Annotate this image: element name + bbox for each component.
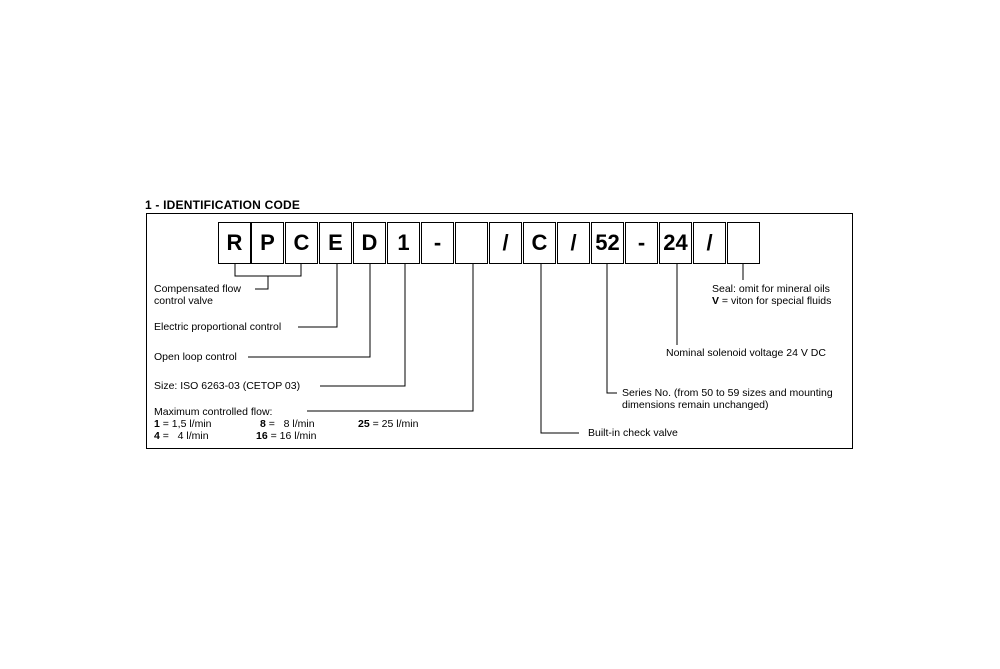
flow-code-4: 4 (154, 430, 160, 442)
flow-text-4: = 4 l/min (159, 430, 209, 442)
leader-check-valve (541, 264, 579, 433)
label-check-valve: Built-in check valve (588, 427, 678, 439)
code-box-check: C (523, 222, 556, 264)
flow-option-1 (154, 418, 212, 430)
flow-text-8: = 8 l/min (265, 418, 315, 430)
code-box-dash-1: - (421, 222, 454, 264)
code-box-slash-2: / (557, 222, 590, 264)
label-voltage: Nominal solenoid voltage 24 V DC (666, 347, 826, 359)
flow-text-1: = 1,5 l/min (159, 418, 212, 430)
code-box-series: 52 (591, 222, 624, 264)
seal-code-v: V (712, 295, 720, 307)
leader-size (320, 264, 405, 386)
label-series-2: dimensions remain unchanged) (622, 399, 769, 411)
section-title: 1 - IDENTIFICATION CODE (145, 198, 301, 212)
label-electric: Electric proportional control (154, 321, 282, 333)
code-box-c: C (285, 222, 318, 264)
flow-option-4 (154, 430, 209, 442)
label-size: Size: ISO 6263-03 (CETOP 03) (154, 380, 301, 392)
flow-code-16: 16 (256, 430, 268, 442)
flow-code-25: 25 (358, 418, 370, 430)
flow-code-1: 1 (154, 418, 160, 430)
seal-text-v: = viton for special fluids (719, 295, 832, 307)
code-box-size: 1 (387, 222, 420, 264)
code-box-dash-2: - (625, 222, 658, 264)
label-max-flow: Maximum controlled flow: (154, 406, 273, 418)
leader-series (607, 264, 617, 393)
leader-compensated-stem (255, 276, 268, 289)
code-box-e: E (319, 222, 352, 264)
flow-code-8: 8 (260, 418, 266, 430)
flow-option-8 (260, 418, 315, 430)
label-compensated-1: Compensated flow (154, 283, 241, 295)
label-seal-1: Seal: omit for mineral oils (712, 283, 830, 295)
flow-text-25: = 25 l/min (369, 418, 419, 430)
leader-open-loop (248, 264, 370, 357)
leader-electric (298, 264, 337, 327)
leader-flow (307, 264, 473, 411)
leader-compensated (235, 264, 301, 276)
flow-text-16: = 16 l/min (267, 430, 317, 442)
label-compensated-2: control valve (154, 295, 213, 307)
code-box-r: R (218, 222, 251, 264)
label-series-1: Series No. (from 50 to 59 sizes and mounting (622, 387, 833, 399)
code-box-p: P (251, 222, 284, 264)
code-box-slash-1: / (489, 222, 522, 264)
label-seal-2 (712, 295, 831, 307)
label-open-loop: Open loop control (154, 351, 237, 363)
code-box-slash-3: / (693, 222, 726, 264)
code-box-d: D (353, 222, 386, 264)
code-box-voltage: 24 (659, 222, 692, 264)
flow-option-16 (256, 430, 316, 442)
flow-option-25 (358, 418, 418, 430)
